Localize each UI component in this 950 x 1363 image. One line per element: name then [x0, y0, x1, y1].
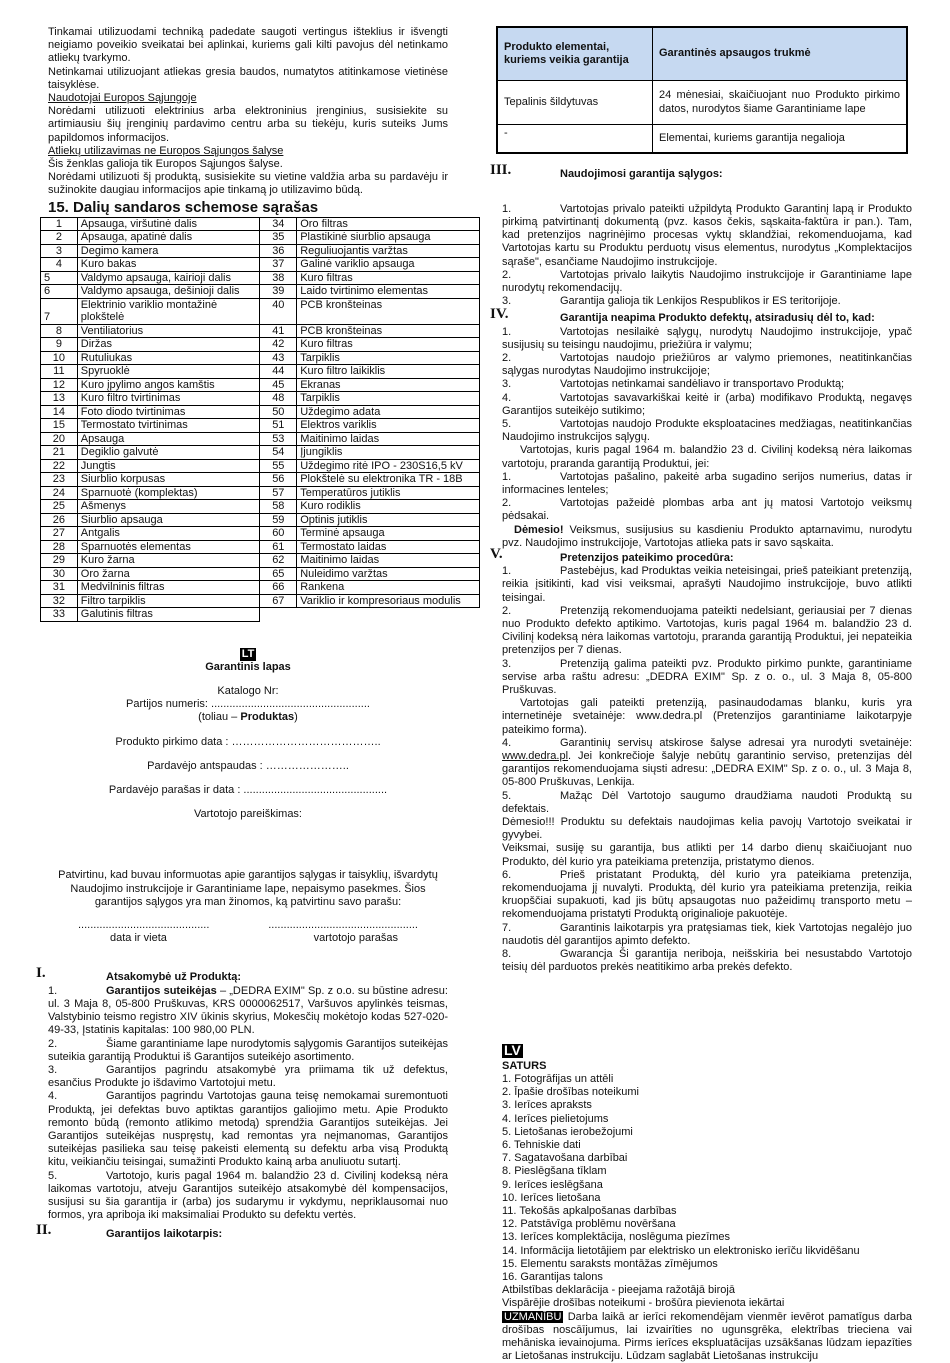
part-number: 33 [41, 608, 78, 622]
contents-item: 15. Elementu saraksts montāžas zīmējumos [502, 1257, 718, 1270]
table-row [41, 271, 480, 285]
part-name: Medvilninis filtras [77, 581, 260, 595]
part-number: 60 [260, 527, 297, 541]
part-name: Įjungiklis [297, 446, 480, 460]
list-item: 2. Vartotojas naudojo priežiūros ar valymo priemones, neatitinkančias sąlygas nurodytas Naudojimo instrukcijoje; [502, 351, 912, 378]
section-number: I. [36, 965, 46, 982]
part-name: Plokštelė su elektronika TR - 18B [297, 473, 480, 487]
part-name: Apsauga, viršutinė dalis [77, 217, 260, 231]
part-number: 61 [260, 540, 297, 554]
user-confirmation-text: Patvirtinu, kad buvau informuotas apie garantijos sąlygas ir taisyklių, išvardytų Naudojimo instrukcijoje ir Garantiniame lape, nepaisymo pasekmes. Šios garantijos sąlygos yra man žinomos, ką patvirtinu savo parašu: [58, 869, 438, 908]
warning-badge: UZMANĪBU [504, 1310, 562, 1323]
online-claim-note: Vartotojas gali pateikti pretenziją, pasinaudodamas blanku, kuris yra internetinėje svetainėje: www.dedra.pl (Pretenzijos garantiniame laikotarpyje pateikimo forma). [502, 697, 912, 736]
part-number: 24 [41, 486, 78, 500]
part-number: 44 [260, 365, 297, 379]
hereinafter-note: (toliau – Produktas) [198, 711, 298, 724]
part-name: Rutuliukas [77, 351, 260, 365]
part-name: Elektrinio variklio montažinė plokštelė [77, 298, 260, 324]
table-row [41, 567, 480, 581]
part-number: 67 [260, 594, 297, 608]
part-number: 56 [260, 473, 297, 487]
lt-language-badge: LT [241, 647, 255, 660]
intro-paragraph: Netinkamai utilizuojant atliekas gresia baudos, numatytos atitinkamose vietinėse taisyklėse. [48, 65, 448, 91]
list-item: 5. Vartotojas naudojo Produkte eksploatacines medžiagas, neatitinkančias Naudojimo instrukcijos sąlygų. [502, 417, 912, 444]
list-item: 1. Vartotojas nesilaikė sąlygų, nurodytų Naudojimo instrukcijoje, ypač susijusių su teisingu naudojimu, priežiūra ir valymu; [502, 325, 912, 351]
part-number: 5 [41, 271, 78, 285]
part-name: Maitinimo laidas [297, 554, 480, 568]
table-row [41, 419, 480, 433]
part-name: Laido tvirtinimo elementas [297, 285, 480, 299]
contents-item: 1. Fotogrāfijas un attēli [502, 1072, 614, 1085]
part-name: Kuro filtro laikiklis [297, 365, 480, 379]
eu-users-heading: Naudotojai Europos Sąjungoje [48, 92, 197, 105]
list-item: 1. Garantijos suteikėjas – „DEDRA EXIM" Sp. z o.o. su būstine adresu: ul. 3 Maja 8, 05-800 Pruškuvas, KRS 0000062517, Varšuvos apylinkės teismas, Valstybinio teismo registro XIV ūkinis skyrius, Mokesčių mokėtojo kodas 527-020-49-33, Įstatinis kapitalas: 100 980,00 PLN. [48, 984, 448, 1037]
table-row [41, 527, 480, 541]
table-row [41, 324, 480, 338]
contents-item: 11. Tekošās apkalpošanas darbības [502, 1204, 677, 1217]
part-number: 38 [260, 271, 297, 285]
user-statement-label: Vartotojo pareiškimas: [193, 808, 302, 821]
list-item: 4. Garantijos pagrindu Vartotojas gauna teisę nemokamai suremontuoti Produktą, jei defektas buvo aptiktas garantijos galiojimo metu. Apie Produkto remonto būdą (remonto atlikimo metodą) sprendžia Garantijos suteikėjas. Jei Garantijos suteikėjas nuspręstų, kad remontas yra neįmanomas, Garantijos suteikėjas pasilieka sau teisę pakeisti elementą su defektu arba visą Produktą kitu, veikiančiu teisingai, sumažinti Produkto kainą arba anuliuotu sutartį. [48, 1090, 448, 1169]
part-number: 43 [260, 351, 297, 365]
warranty-period-table [496, 26, 908, 154]
part-name: Galinė variklio apsauga [297, 258, 480, 272]
contents-item: Atbilstības deklarācija - pieejama ražotājā birojā [502, 1284, 735, 1297]
part-name: Nuleidimo varžtas [297, 567, 480, 581]
part-number: 7 [41, 298, 78, 324]
date-place-label: data ir vieta [110, 932, 167, 945]
part-name: Ašmenys [77, 500, 260, 514]
dedra-website-link[interactable]: www.dedra.pl [502, 750, 569, 763]
seller-signature-field: Pardavėjo parašas ir data : ............................................... [108, 784, 388, 797]
list-item: 4. Garantinių servisų atskirose šalyse adresai yra nurodyti svetainėje: www.dedra.pl. Jei konkrečioje šalyje nebūtų garantinio serviso, pretenzijas dėl garantijos rekomenduojama siųsti adresu: „DEDRA EXIM" Sp. z o. o., ul. 3 Maja 8, 05-800 Pruškuvas, Lenkija. [502, 736, 912, 789]
part-number: 41 [260, 324, 297, 338]
table-row [41, 432, 480, 446]
actions-text: Veiksmai, susiję su garantija, bus atlikti per 14 darbo dienų skaičiuojant nuo Produkto, dėl kurio yra pateikiama pretenzija, pristatymo dienos. [502, 842, 912, 868]
part-number: 14 [41, 405, 78, 419]
part-number: 13 [41, 392, 78, 406]
part-name: Filtro tarpiklis [77, 594, 260, 608]
part-name: Rankena [297, 581, 480, 595]
part-number: 50 [260, 405, 297, 419]
warranty-card-title: Garantinis lapas [205, 660, 291, 673]
signature-dots: ........................................... ................................................. [78, 919, 418, 932]
part-name: PCB kronšteinas [297, 324, 480, 338]
part-number: 45 [260, 378, 297, 392]
part-name: Ventiliatorius [77, 324, 260, 338]
contents-item: 7. Sagatavošana darbībai [502, 1152, 628, 1165]
section-number: V. [490, 545, 503, 562]
part-name: Apsauga, apatinė dalis [77, 231, 260, 245]
purchase-date-field: Produkto pirkimo data : ………………………………….. [115, 735, 381, 748]
table-row [41, 500, 480, 514]
part-number: 42 [260, 338, 297, 352]
table-row [41, 351, 480, 365]
table-row [41, 244, 480, 258]
section-title: Pretenzijos pateikimo procedūra: [560, 551, 734, 564]
part-name: PCB kronšteinas [297, 298, 480, 324]
part-number: 55 [260, 459, 297, 473]
lv-language-badge: LV [504, 1042, 521, 1059]
part-name: Kuro filtras [297, 338, 480, 352]
part-number: 28 [41, 540, 78, 554]
contents-item: 5. Lietošanas ierobežojumi [502, 1125, 633, 1138]
part-number: 32 [41, 594, 78, 608]
part-number: 29 [41, 554, 78, 568]
section-ii [36, 1222, 448, 1241]
section-i [36, 965, 448, 984]
part-name: Uždegimo ritė IPO - 230S16,5 kV [297, 459, 480, 473]
part-name: Termostato laidas [297, 540, 480, 554]
right-column [490, 26, 912, 1363]
section-v [490, 545, 912, 565]
list-item: 1. Pastebėjus, kad Produktas veikia neteisingai, prieš pateikiant pretenziją, reikia įsitikinti, kad visi veiksmai, aprašyti Naudojimo instrukcijoje, buvo atlikti teisingai. [502, 565, 912, 604]
table-header: Garantinės apsaugos trukmė [653, 27, 908, 81]
part-name: Maitinimo laidas [297, 432, 480, 446]
empty-cell [260, 608, 297, 622]
non-eu-text: Šis ženklas galioja tik Europos Sąjungos šalyse. [48, 158, 283, 171]
part-number: 6 [41, 285, 78, 299]
list-item: 4. Vartotojas savavarkiškai keitė ir (arba) modifikavo Produktą, negavęs Garantijos suteikėjo sutikimo; [502, 391, 912, 417]
part-name: Kuro bakas [77, 258, 260, 272]
list-item: 3. Garantijos pagrindu atsakomybė yra priimama tik už defektus, esančius Produkte jo išdavimo Vartotojui metu. [48, 1063, 448, 1090]
table-cell: 24 mėnesiai, skaičiuojant nuo Produkto pirkimo datos, nurodytos šiame Garantiniame lape [653, 81, 908, 125]
table-row [41, 446, 480, 460]
table-row [41, 594, 480, 608]
table-cell: Elementai, kuriems garantija negalioja [653, 125, 908, 153]
part-number: 57 [260, 486, 297, 500]
part-number: 12 [41, 378, 78, 392]
part-number: 31 [41, 581, 78, 595]
part-number: 23 [41, 473, 78, 487]
non-eu-heading: Atliekų utilizavimas ne Europos Sąjungos šalyse [48, 144, 284, 157]
section-number: IV. [490, 306, 509, 323]
part-name: Ekranas [297, 378, 480, 392]
seller-stamp-field: Pardavėjo antspaudas : ………………….. [147, 759, 349, 772]
part-number: 36 [260, 244, 297, 258]
lv-contents [502, 1044, 912, 1363]
table-row [41, 608, 480, 622]
section-number: II. [36, 1222, 52, 1239]
section-iv [490, 306, 912, 325]
part-number: 26 [41, 513, 78, 527]
contents-item: 8. Pieslēgšana tīklam [502, 1165, 607, 1178]
part-number: 65 [260, 567, 297, 581]
contents-title: SATURS [502, 1059, 547, 1072]
part-number: 4 [41, 258, 78, 272]
list-item: 5. Mažąc Dėl Vartotojo saugumo draudžiama naudoti Produktą su defektais. [502, 789, 912, 815]
contents-item: 3. Ierīces apraksts [502, 1099, 592, 1112]
part-name: Sparnuotės elementas [77, 540, 260, 554]
part-number: 35 [260, 231, 297, 245]
list-item: 5. Vartotojo, kuris pagal 1964 m. balandžio 23 d. Civilinį kodeksą nėra laikomas vartotoju, atveju Garantijos suteikėjo atsakomybė dėl kompensacijos, susijusi su šia garantija ir (arba) jos sudarymu ir vykdymu, nepriklausomai nuo formos, yra apriboja iki maksimaliai Produkto su defektu vertės. [48, 1169, 448, 1222]
part-number: 10 [41, 351, 78, 365]
part-number: 37 [260, 258, 297, 272]
part-name: Antgalis [77, 527, 260, 541]
eu-users-text: Norėdami utilizuoti elektrinius arba elektroninius įrenginius, susisiekite su artimiausiu šių įrenginių pardavimo centru arba su tiekėju, kuris suteiks Jums papildomos informacijos. [48, 105, 448, 144]
part-name: Kuro filtro tvirtinimas [77, 392, 260, 406]
section-number: III. [490, 161, 512, 178]
section-title: Garantijos laikotarpis: [106, 1228, 223, 1241]
contents-item: 4. Ierīces pielietojums [502, 1112, 609, 1125]
table-row [41, 540, 480, 554]
contents-item: 2. Īpašie drošības noteikumi [502, 1086, 639, 1099]
list-item: 3. Vartotojas netinkamai sandėliavo ir transportavo Produktą; [502, 378, 845, 391]
part-name: Jungtis [77, 459, 260, 473]
part-number: 20 [41, 432, 78, 446]
part-number: 51 [260, 419, 297, 433]
section-title: Atsakomybė už Produktą: [106, 971, 242, 984]
part-name: Diržas [77, 338, 260, 352]
part-name: Valdymo apsauga, kairioji dalis [77, 271, 260, 285]
part-name: Termostato tvirtinimas [77, 419, 260, 433]
part-name: Terminė apsauga [297, 527, 480, 541]
part-name: Reguliuojantis varžtas [297, 244, 480, 258]
contents-item: 14. Informācija lietotājiem par elektrisko un elektronisko ierīču likvidēšanu [502, 1244, 860, 1257]
table-row [41, 378, 480, 392]
part-name: Degimo kamera [77, 244, 260, 258]
part-name: Tarpiklis [297, 392, 480, 406]
table-row [41, 365, 480, 379]
table-row [41, 231, 480, 245]
table-cell: Tepalinis šildytuvas [497, 81, 653, 125]
part-number: 48 [260, 392, 297, 406]
section-iii [490, 161, 912, 181]
part-name: Siurblio korpusas [77, 473, 260, 487]
part-name: Variklio ir kompresoriaus modulis [297, 594, 480, 608]
part-name: Uždegimo adata [297, 405, 480, 419]
list-item: 8. Gwarancja Ši garantija neriboja, neišskiria bei nesustabdo Vartotojo teisių dėl parduotos prekės neatitikimo arba prekės defekto. [502, 948, 912, 974]
part-name: Foto diodo tvirtinimas [77, 405, 260, 419]
part-number: 30 [41, 567, 78, 581]
table-row [41, 217, 480, 231]
table-row [41, 473, 480, 487]
part-name: Sparnuotė (komplektas) [77, 486, 260, 500]
table-row [41, 298, 480, 324]
part-name: Oro žarna [77, 567, 260, 581]
table-header: Produkto elementai, kuriems veikia garantija [497, 27, 653, 81]
table-cell: - [497, 125, 653, 153]
table-row [41, 459, 480, 473]
part-number: 34 [260, 217, 297, 231]
part-number: 66 [260, 581, 297, 595]
table-row [41, 392, 480, 406]
part-number: 27 [41, 527, 78, 541]
warning-text: Dėmesio!!! Produktu su defektais naudojimas kelia pavojų Vartotojo sveikatai ir gyvybei. [502, 816, 912, 842]
table-row [41, 405, 480, 419]
parts-table [40, 217, 480, 622]
attention-note: Dėmesio! Veiksmus, susijusius su kasdieniu Produkto aptarnavimu, nurodytu pvz. Naudojimo instrukcijoje, Vartotojas atlieka pats ir savo sąskaita. [502, 523, 912, 549]
lv-warning: UZMANĪBU Darba laikā ar ierīci rekomendējam vienmēr ievērot pamatīgus darba drošības noscāījumus, lai izvairīties no ugunsgrēka, elektrības trieciena vai mehāniska ievainojuma. Pirms ierīces ekspluatācijas uzsākšanas lūdzam iepazīties ar Lietošanas instrukciju. Lūdzam saglabāt Lietošanas instrukciju [502, 1310, 912, 1363]
part-number: 54 [260, 446, 297, 460]
contents-item: 6. Tehniskie dati [502, 1138, 581, 1151]
part-number: 1 [41, 217, 78, 231]
contents-item: 16. Garantijas talons [502, 1270, 603, 1283]
list-item: 2. Šiame garantiniame lape nurodytomis sąlygomis Garantijos suteikėjas suteikia garantiją Produktui iš Garantijos suteikėjo asortimento. [48, 1037, 448, 1063]
contents-item: 12. Patstāvīga problēmu novēršana [502, 1218, 676, 1231]
part-name: Temperatūros jutiklis [297, 486, 480, 500]
part-number: 39 [260, 285, 297, 299]
list-item: 2. Vartotojas privalo laikytis Naudojimo instrukcijoje ir Garantiniame lape nurodytų rekomendacijų. [502, 268, 912, 294]
part-name: Plastikinė siurblio apsauga [297, 231, 480, 245]
table-row [41, 258, 480, 272]
part-number: 15 [41, 419, 78, 433]
part-name: Elektros variklis [297, 419, 480, 433]
list-item: 3. Pretenziją galima pateikti pvz. Produkto pirkimo punkte, garantiniame servise arba raštu adresu: „DEDRA EXIM" Sp. z o. o., ul. 3 Maja 8, 05-800 Pruškuvas. [502, 657, 912, 697]
part-number: 22 [41, 459, 78, 473]
intro-paragraph: Tinkamai utilizuodami techniką padedate saugoti vertingus išteklius ir išvengti neigiamo poveikio sveikatai bei aplinkai, kuriems gali kilti pavojus dėl netinkamo atliekų tvarkymo. [48, 26, 448, 65]
parts-list-title: 15. Dalių sandaros schemose sąrašas [48, 198, 319, 216]
empty-cell [297, 608, 480, 622]
part-number: 58 [260, 500, 297, 514]
table-row [41, 285, 480, 299]
contents-item: 13. Ierīces komplektācija, noslēguma piezīmes [502, 1231, 731, 1244]
catalog-number-field: Katalogo Nr: [217, 685, 279, 698]
part-name: Apsauga [77, 432, 260, 446]
part-name: Kuro žarna [77, 554, 260, 568]
signature-labels [68, 932, 428, 945]
non-eu-text: Norėdami utilizuoti šį produktą, susisiekite su vietine valdžia arba su pardavėju ir sužinokite daugiau informacijos apie tinkamą jo utilizavimo būdą. [48, 171, 448, 197]
part-number: 8 [41, 324, 78, 338]
warranty-card [48, 648, 448, 946]
contents-item: Vispārējie drošības noteikumi - brošūra pievienota iekārtai [502, 1297, 785, 1310]
part-name: Optinis jutiklis [297, 513, 480, 527]
section-title: Naudojimosi garantija sąlygos: [560, 167, 723, 180]
part-number: 3 [41, 244, 78, 258]
part-name: Kuro įpylimo angos kamštis [77, 378, 260, 392]
part-number: 62 [260, 554, 297, 568]
part-name: Valdymo apsauga, dešinioji dalis [77, 285, 260, 299]
user-signature-label: vartotojo parašas [313, 932, 398, 945]
table-row [41, 338, 480, 352]
part-number: 21 [41, 446, 78, 460]
section-title: Garantija neapima Produkto defektų, atsiradusių dėl to, kad: [560, 312, 875, 325]
list-item: 7. Garantinis laikotarpis yra pratęsiamas tiek, kiek Vartotojas negalėjo juo naudotis dėl garantijos apimto defekto. [502, 921, 912, 947]
part-name: Spyruoklė [77, 365, 260, 379]
contents-item: 9. Ierīces ieslēgšana [502, 1178, 603, 1191]
part-name: Degiklio galvutė [77, 446, 260, 460]
part-name: Kuro rodiklis [297, 500, 480, 514]
left-column [36, 26, 463, 1242]
part-name: Siurblio apsauga [77, 513, 260, 527]
table-row [41, 513, 480, 527]
part-number: 11 [41, 365, 78, 379]
part-name: Tarpiklis [297, 351, 480, 365]
part-number: 25 [41, 500, 78, 514]
list-item: 6. Prieš pristatant Produktą, dėl kurio yra pateikiama pretenzija, rekomenduojama jį nuvalyti. Produktą, dėl kurio yra pateikiama pretenzija, reikia kruopščiai supakuoti, kad jis būtų apsaugotas nuo pažeidimų transporto metu – rekomenduojama pristatyti Produktą originalioje pakuotėje. [502, 868, 912, 921]
part-name: Oro filtras [297, 217, 480, 231]
batch-number-field: Partijos numeris: .................................................... [126, 698, 370, 711]
list-item: 2. Pretenziją rekomenduojama pateikti nedelsiant, geriausiai per 7 dienas nuo Produkto defekto aptikimo. Vartotojas, kuris pagal 1964 m. balandžio 23 d. Civilinį kodeksą nėra laikomas vartotoju, praranda garantiją Produktui, jei nepateikia pretenzijos per 7 dienas. [502, 604, 912, 657]
table-row [41, 486, 480, 500]
table-row [41, 581, 480, 595]
list-item: 1. Vartotojas pašalino, pakeitė arba sugadino serijos numerius, datas ir informacines lenteles; [502, 470, 912, 496]
part-number: 2 [41, 231, 78, 245]
list-item: 1. Vartotojas privalo pateikti užpildytą Produkto Garantinį lapą ir Produkto pirkimą patvirtinantį dokumentą (pvz. kasos čekis, sąskaita-faktūra ir pan.). Tam, kad pretenzijos nagrinėjimo procesas vyktų sklandžiai, rekomenduojama, kad Vartotojas kartu su Produktu perduotų visus elementus, nurodytus „Komplektacijos sąraše", esančiame Naudojimo instrukcijoje. [502, 202, 912, 268]
table-row [41, 554, 480, 568]
part-number: 40 [260, 298, 297, 324]
list-item: 3. Garantija galioja tik Lenkijos Respublikos ir ES teritorijoje. [502, 295, 841, 308]
part-number: 59 [260, 513, 297, 527]
list-item: 2. Vartotojas pažeidė plombas arba ant jų matosi Vartotojo veiksmų pėdsakai. [502, 497, 912, 523]
sec4-note: Vartotojas, kuris pagal 1964 m. balandžio 23 d. Civilinį kodeksą nėra laikomas vartotoju, praranda garantiją Produktui, jei: [502, 444, 912, 470]
part-name: Galutinis filtras [77, 608, 260, 622]
part-name: Kuro filtras [297, 271, 480, 285]
contents-item: 10. Ierīces lietošana [502, 1191, 601, 1204]
part-number: 53 [260, 432, 297, 446]
part-number: 9 [41, 338, 78, 352]
